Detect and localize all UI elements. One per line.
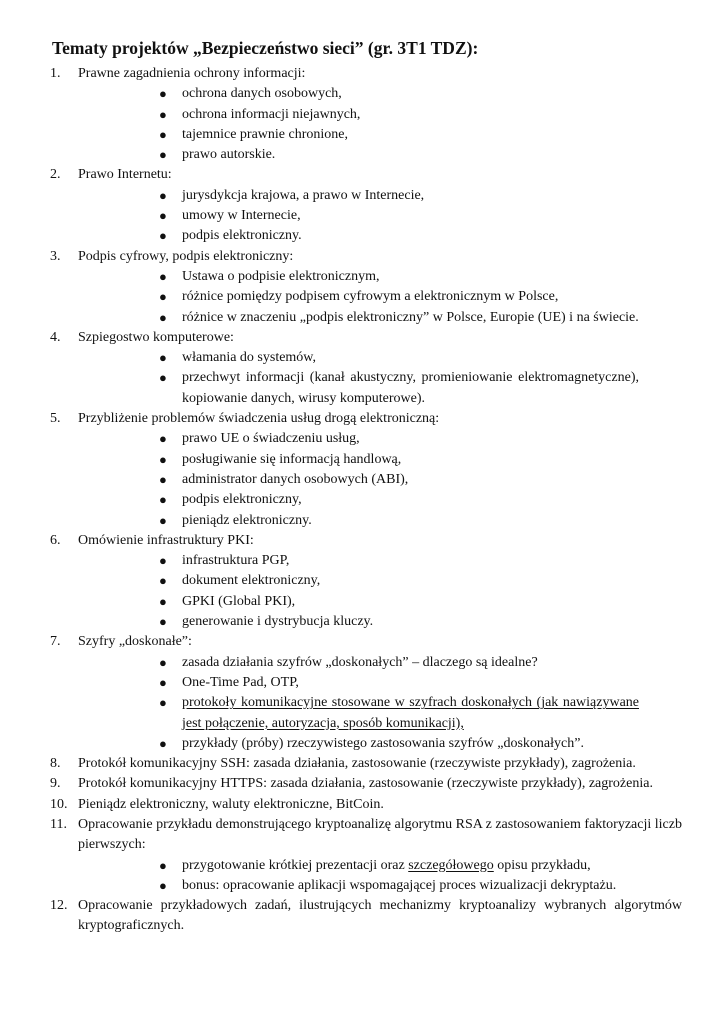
subtopic-text: One-Time Pad, OTP, (182, 674, 299, 690)
topic-list (0, 64, 725, 937)
subtopic-text: GPKI (Global PKI), (182, 593, 296, 609)
subtopic-item (78, 429, 682, 449)
subtopic-item (78, 734, 682, 754)
subtopic-text: bonus: opracowanie aplikacji wspomagającej proces wizualizacji dekryptażu. (182, 877, 617, 893)
subtopic-list (78, 653, 682, 754)
subtopic-text: różnice w znaczeniu „podpis elektroniczny” w Polsce, Europie (UE) i na świecie. (182, 309, 639, 325)
topic-text: Protokół komunikacyjny SSH: zasada działania, zastosowanie (rzeczywiste przykłady), zagrożenia. (78, 756, 636, 772)
subtopic-item (78, 84, 682, 104)
topic-item (0, 774, 725, 794)
subtopic-text: ochrona danych osobowych, (182, 86, 342, 102)
subtopic-text: pieniądz elektroniczny. (182, 512, 312, 528)
topic-item (0, 531, 725, 632)
topic-text: Szpiegostwo komputerowe: (78, 329, 234, 345)
topic-text: Przybliżenie problemów świadczenia usług drogą elektroniczną: (78, 411, 440, 427)
bullet-icon: ● (159, 187, 167, 203)
subtopic-list (78, 186, 682, 247)
subtopic-item (78, 571, 682, 591)
topic-number: 3. (50, 248, 61, 264)
topic-text: Protokół komunikacyjny HTTPS: zasada działania, zastosowanie (rzeczywiste przykłady), zagrożenia. (78, 776, 653, 792)
subtopic-list (78, 348, 682, 409)
subtopic-text-underlined: protokoły komunikacyjne stosowane w szyfrach doskonałych (jak nawiązywane jest połączenie, autoryzacja, sposób komunikacji), (182, 695, 639, 731)
topic-number: 1. (50, 66, 61, 81)
subtopic-list (78, 267, 682, 328)
bullet-icon: ● (159, 695, 167, 711)
subtopic-text: tajemnice prawnie chronione, (182, 126, 348, 142)
subtopic-text: różnice pomiędzy podpisem cyfrowym a elektronicznym w Polsce, (182, 289, 559, 305)
bullet-icon: ● (159, 735, 167, 751)
topic-item (0, 64, 725, 165)
subtopic-text: przygotowanie krótkiej prezentacji oraz (182, 857, 409, 873)
bullet-icon: ● (159, 147, 167, 163)
topic-item (0, 247, 725, 328)
topic-text: Pieniądz elektroniczny, waluty elektroniczne, BitCoin. (78, 796, 384, 812)
bullet-icon: ● (159, 553, 167, 569)
subtopic-list (78, 856, 682, 897)
subtopic-text: zasada działania szyfrów „doskonałych” – dlaczego są idealne? (182, 654, 538, 670)
topic-number: 4. (50, 329, 61, 345)
bullet-icon: ● (159, 451, 167, 467)
topic-number: 6. (50, 532, 61, 548)
subtopic-text: infrastruktura PGP, (182, 553, 290, 569)
bullet-icon: ● (159, 512, 167, 528)
bullet-icon: ● (159, 126, 167, 142)
subtopic-item (78, 693, 682, 734)
bullet-icon: ● (159, 654, 167, 670)
bullet-icon: ● (159, 674, 167, 690)
bullet-icon: ● (159, 471, 167, 487)
subtopic-text: generowanie i dystrybucja kluczy. (182, 614, 374, 630)
topic-item (0, 815, 725, 896)
subtopic-list (78, 84, 682, 165)
subtopic-list (78, 429, 682, 530)
topic-item (0, 754, 725, 774)
subtopic-text: włamania do systemów, (182, 350, 317, 366)
subtopic-item (78, 105, 682, 125)
subtopic-text: posługiwanie się informacją handlową, (182, 451, 402, 467)
topic-number: 2. (50, 167, 61, 183)
bullet-icon: ● (159, 289, 167, 305)
subtopic-item (78, 612, 682, 632)
topic-item (0, 795, 725, 815)
topic-item (0, 896, 725, 937)
topic-text: Opracowanie przykładu demonstrującego kryptoanalizę algorytmu RSA z zastosowaniem faktoryzacji liczb pierwszych: (78, 816, 682, 853)
topic-number: 9. (50, 776, 61, 792)
subtopic-item (78, 308, 682, 328)
topic-text: Prawne zagadnienia ochrony informacji: (78, 66, 306, 81)
subtopic-item (78, 287, 682, 307)
subtopic-text: dokument elektroniczny, (182, 573, 321, 589)
subtopic-item (78, 876, 682, 896)
subtopic-item (78, 206, 682, 226)
bullet-icon: ● (159, 614, 167, 630)
document-title: Tematy projektów „Bezpieczeństwo sieci” (gr. 3T1 TDZ): (52, 38, 479, 58)
bullet-icon: ● (159, 877, 167, 893)
topic-text: Podpis cyfrowy, podpis elektroniczny: (78, 248, 294, 264)
subtopic-item (78, 267, 682, 287)
subtopic-item (78, 145, 682, 165)
subtopic-text: podpis elektroniczny. (182, 228, 302, 244)
subtopic-item (78, 592, 682, 612)
subtopic-text: administrator danych osobowych (ABI), (182, 471, 409, 487)
bullet-icon: ● (159, 492, 167, 508)
subtopic-text: opisu przykładu, (493, 857, 591, 873)
subtopic-text: prawo autorskie. (182, 147, 276, 163)
subtopic-text: umowy w Internecie, (182, 208, 301, 224)
subtopic-item (78, 470, 682, 490)
subtopic-text: ochrona informacji niejawnych, (182, 106, 361, 122)
subtopic-text: prawo UE o świadczeniu usług, (182, 431, 360, 447)
topic-number: 11. (50, 816, 67, 832)
bullet-icon: ● (159, 268, 167, 284)
subtopic-item (78, 511, 682, 531)
bullet-icon: ● (159, 228, 167, 244)
subtopic-item (78, 368, 682, 409)
bullet-icon: ● (159, 573, 167, 589)
bullet-icon: ● (159, 370, 167, 386)
subtopic-item (78, 551, 682, 571)
topic-number: 7. (50, 634, 61, 650)
subtopic-text: przykłady (próby) rzeczywistego zastosowania szyfrów „doskonałych”. (182, 735, 584, 751)
topic-number: 12. (50, 898, 68, 914)
subtopic-item (78, 673, 682, 693)
bullet-icon: ● (159, 86, 167, 102)
topic-item (0, 632, 725, 754)
topic-text: Opracowanie przykładowych zadań, ilustrujących mechanizmy kryptoanalizy wybranych algorytmów kryptograficznych. (78, 898, 682, 934)
topic-text: Prawo Internetu: (78, 167, 172, 183)
bullet-icon: ● (159, 593, 167, 609)
subtopic-item (78, 186, 682, 206)
topic-item (0, 409, 725, 531)
subtopic-text: jurysdykcja krajowa, a prawo w Internecie, (182, 187, 425, 203)
subtopic-item (78, 226, 682, 246)
subtopic-text: Ustawa o podpisie elektronicznym, (182, 268, 380, 284)
subtopic-item (78, 490, 682, 510)
subtopic-item (78, 856, 682, 876)
subtopic-item (78, 348, 682, 368)
bullet-icon: ● (159, 208, 167, 224)
topic-number: 10. (50, 796, 68, 812)
topic-item (0, 328, 725, 409)
subtopic-item (78, 125, 682, 145)
topic-number: 8. (50, 756, 61, 772)
bullet-icon: ● (159, 106, 167, 122)
topic-number: 5. (50, 411, 61, 427)
subtopic-text: przechwyt informacji (kanał akustyczny, promieniowanie elektromagnetyczne), kopiowanie danych, wirusy komputerowe). (182, 370, 639, 406)
topic-text: Szyfry „doskonałe”: (78, 634, 192, 650)
subtopic-text: podpis elektroniczny, (182, 492, 302, 508)
bullet-icon: ● (159, 350, 167, 366)
topic-text: Omówienie infrastruktury PKI: (78, 532, 254, 548)
bullet-icon: ● (159, 431, 167, 447)
bullet-icon: ● (159, 857, 167, 873)
topic-item (0, 165, 725, 246)
subtopic-text-underlined: szczegółowego (408, 857, 494, 873)
subtopic-list (78, 551, 682, 632)
bullet-icon: ● (159, 309, 167, 325)
subtopic-item (78, 450, 682, 470)
subtopic-item (78, 653, 682, 673)
